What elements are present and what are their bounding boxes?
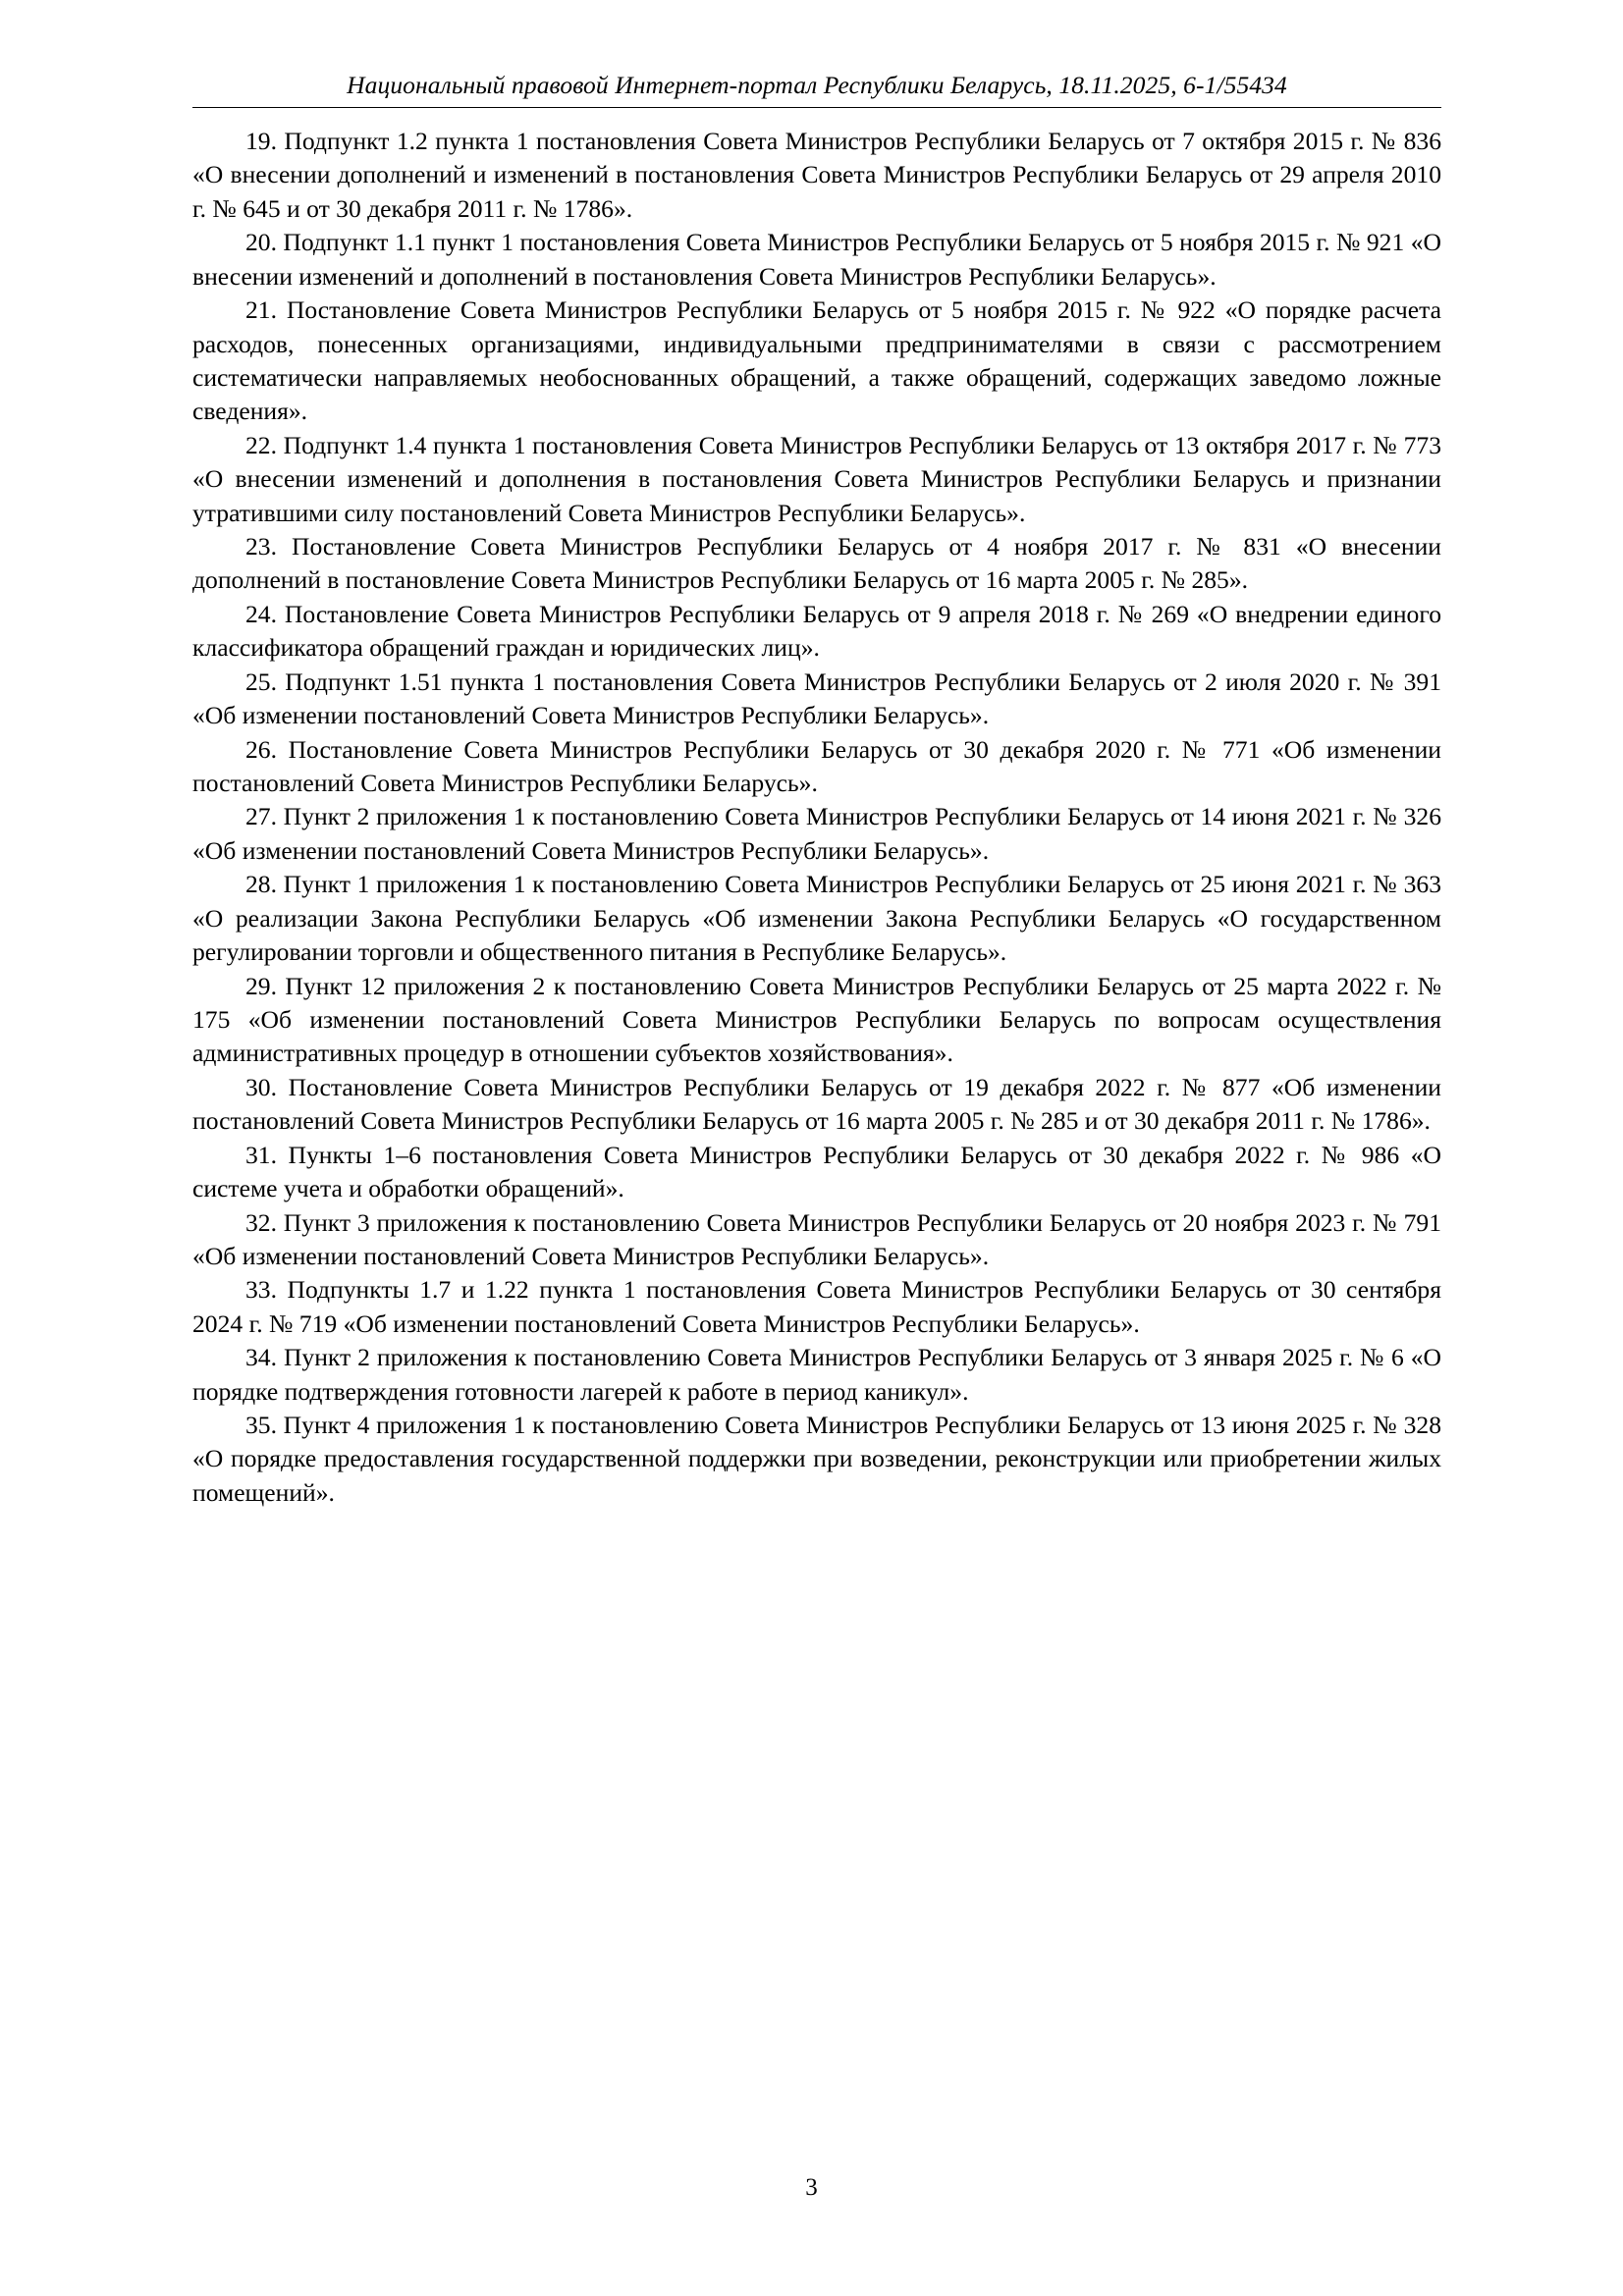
paragraph: 24. Постановление Совета Министров Республики Беларусь от 9 апреля 2018 г. № 269 «О внедрении единого классификатора обращений граждан и юридических лиц». <box>192 599 1441 663</box>
paragraph: 29. Пункт 12 приложения 2 к постановлению Совета Министров Республики Беларусь от 25 марта 2022 г. № 175 «Об изменении постановлений Совета Министров Республики Беларусь по вопросам осуществления административных процедур в отношении субъектов хозяйствования». <box>192 971 1441 1068</box>
document-body <box>192 125 1441 1510</box>
paragraph: 25. Подпункт 1.51 пункта 1 постановления Совета Министров Республики Беларусь от 2 июля 2020 г. № 391 «Об изменении постановлений Совета Министров Республики Беларусь». <box>192 667 1441 730</box>
page-content <box>192 71 1441 1510</box>
paragraph: 28. Пункт 1 приложения 1 к постановлению Совета Министров Республики Беларусь от 25 июня 2021 г. № 363 «О реализации Закона Республики Беларусь «Об изменении Закона Республики Беларусь «О государственном регулировании торговли и общественного питания в Республике Беларусь». <box>192 870 1441 967</box>
paragraph: 19. Подпункт 1.2 пункта 1 постановления Совета Министров Республики Беларусь от 7 октября 2015 г. № 836 «О внесении дополнений и изменений в постановления Совета Министров Республики Беларусь от 29 апреля 2010 г. № 645 и от 30 декабря 2011 г. № 1786». <box>192 127 1441 223</box>
paragraph: 33. Подпункты 1.7 и 1.22 пункта 1 постановления Совета Министров Республики Беларусь от 30 сентября 2024 г. № 719 «Об изменении постановлений Совета Министров Республики Беларусь». <box>192 1275 1441 1338</box>
paragraph: 27. Пункт 2 приложения 1 к постановлению Совета Министров Республики Беларусь от 14 июня 2021 г. № 326 «Об изменении постановлений Совета Министров Республики Беларусь». <box>192 802 1441 865</box>
paragraph: 32. Пункт 3 приложения к постановлению Совета Министров Республики Беларусь от 20 ноября 2023 г. № 791 «Об изменении постановлений Совета Министров Республики Беларусь». <box>192 1207 1441 1270</box>
paragraph: 23. Постановление Совета Министров Республики Беларусь от 4 ноября 2017 г. № 831 «О внесении дополнений в постановление Совета Министров Республики Беларусь от 16 марта 2005 г. № 285». <box>192 532 1441 595</box>
paragraph: 34. Пункт 2 приложения к постановлению Совета Министров Республики Беларусь от 3 января 2025 г. № 6 «О порядке подтверждения готовности лагерей к работе в период каникул». <box>192 1343 1441 1406</box>
paragraph: 35. Пункт 4 приложения 1 к постановлению Совета Министров Республики Беларусь от 13 июня 2025 г. № 328 «О порядке предоставления государственной поддержки при возведении, реконструкции или приобретении жилых помещений». <box>192 1411 1441 1507</box>
page-header: Национальный правовой Интернет-портал Республики Беларусь, 18.11.2025, 6-1/55434 <box>192 71 1441 108</box>
paragraph: 30. Постановление Совета Министров Республики Беларусь от 19 декабря 2022 г. № 877 «Об изменении постановлений Совета Министров Республики Беларусь от 16 марта 2005 г. № 285 и от 30 декабря 2011 г. № 1786». <box>192 1072 1441 1136</box>
paragraph: 21. Постановление Совета Министров Республики Беларусь от 5 ноября 2015 г. № 922 «О порядке расчета расходов, понесенных организациями, индивидуальными предпринимателями в связи с рассмотрением систематически направляемых необоснованных обращений, а также обращений, содержащих заведомо ложные сведения». <box>192 295 1441 426</box>
paragraph: 20. Подпункт 1.1 пункт 1 постановления Совета Министров Республики Беларусь от 5 ноября 2015 г. № 921 «О внесении изменений и дополнений в постановления Совета Министров Республики Беларусь». <box>192 228 1441 291</box>
paragraph: 22. Подпункт 1.4 пункта 1 постановления Совета Министров Республики Беларусь от 13 октября 2017 г. № 773 «О внесении изменений и дополнения в постановления Совета Министров Республики Беларусь и признании утратившими силу постановлений Совета Министров Республики Беларусь». <box>192 430 1441 527</box>
paragraph: 26. Постановление Совета Министров Республики Беларусь от 30 декабря 2020 г. № 771 «Об изменении постановлений Совета Министров Республики Беларусь». <box>192 734 1441 798</box>
page-number: 3 <box>805 2174 818 2201</box>
paragraph: 31. Пункты 1–6 постановления Совета Министров Республики Беларусь от 30 декабря 2022 г. № 986 «О системе учета и обработки обращений». <box>192 1140 1441 1203</box>
